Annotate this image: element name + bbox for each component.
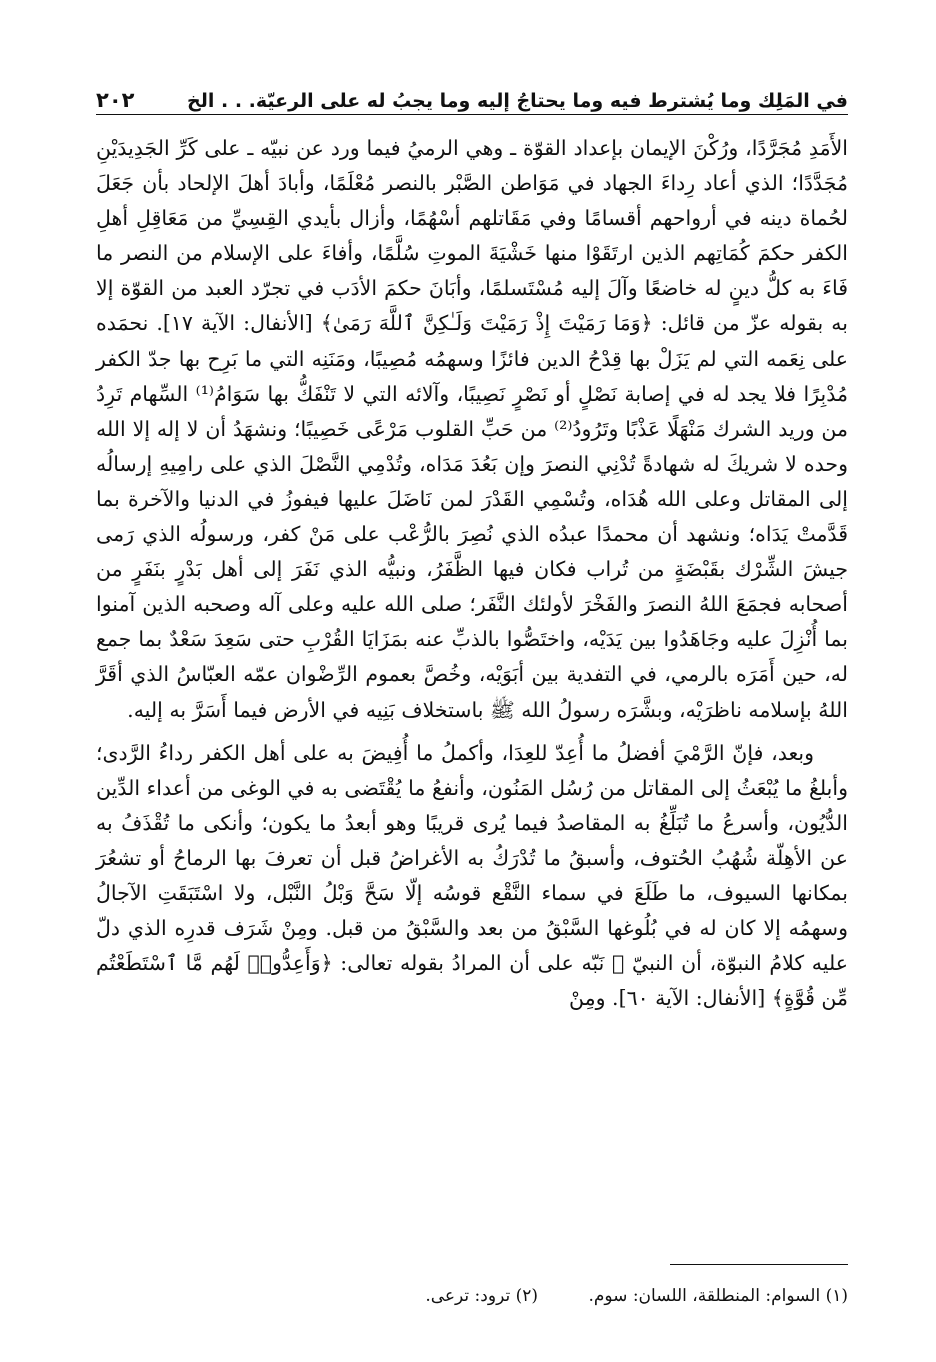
header-title: في المَلِك وما يُشترط فيه وما يحتاجُ إليه وما يجبُ له على الرعيّة. . . الخ bbox=[187, 90, 848, 112]
document-page bbox=[96, 78, 848, 1348]
footnote-1: (١) السوام: المنطلقة، اللسان: سوم. bbox=[588, 1286, 848, 1306]
paragraph-1: الأَمَدِ مُجَرَّدًا، ورُكْنَ الإيمان بإعداد القوّة ـ وهي الرميُ فيما ورد عن نبيّه ـ على كَرِّ الجَدِيدَيْنِ مُجَدَّدًا؛ الذي أعاد رِداءَ الجهاد في مَوَاطن الصَّبْر بالنصر مُعْلَمًا، وأبادَ أهلَ الإلحاد بأن جَعَلَ لحُماة دينه في أرواحهم أقسامًا وفي مَقَاتلهم أسْهُمًا، وأزال بأيدي القِسِيِّ من مَعَاقِلِ أهلِ الكفر حكمَ كُمَاتِهم الذين ارتَقَوْا منها خَشْيَةَ الموتِ سُلَّمًا، وأفاءَ على الإسلام من النصر ما فَاءَ به كلُّ دينٍ له خاضعًا وآلَ إليه مُسْتَسلمًا، وأبَانَ حكمَ الأدَب في تجرّد العبد من القوّة إلا به بقوله عزّ من قائل: ﴿وَمَا رَمَيْتَ إِذْ رَمَيْتَ وَلَـٰكِنَّ ٱللَّهَ رَمَىٰ﴾ [الأنفال: الآية ١٧]. نحمَده على نِعَمه التي لم يَزَلْ بها قِدْحُ الدين فائزًا وسهمُه مُصِيبًا، ومَنَنِه التي ما بَرِح بها جدّ الكفر مُدْبِرًا فلا يجد له في إصابة نَصْلٍ أو نَصْرٍ نَصِيبًا، وآلائه التي لا تَنْفَكُّ بها سَوَامُ⁽¹⁾ السِّهام تَرِدُ من وريد الشرك مَنْهَلًا عَذْبًا وتَرُودُ⁽²⁾ من حَبِّ القلوب مَرْعًى خَصِيبًا؛ ونشهَدُ أن لا إله إلا الله وحده لا شريكَ له شهادةً تُدْنِي النصرَ وإن بَعُدَ مَدَاه، وتُدْمِي النَّصْلَ الذي على رامِيهِ إرسالُه إلى المقاتل وعلى الله هُدَاه، وتُسْمِي القَدْرَ لمن نَاضَلَ عليها فيفوزُ في الدنيا والآخرة بما قَدَّمتْ يَدَاه؛ ونشهد أن محمدًا عبدُه الذي نُصِرَ بالرُّعْب على مَنْ كفر، ورسولُه الذي رَمى جيشَ الشِّرْك بقَبْضَةٍ من تُراب فكان فيها الظَّفَرُ، ونبيُّه الذي نَفَرَ إلى أهل بَدْرٍ بنَفَرٍ من أصحابه فجمَعَ اللهُ النصرَ والفَخْرَ لأولئك النَّفَر؛ صلى الله عليه وعلى آله وصحبه الذين آمنوا بما أُنْزِلَ عليه وجَاهَدُوا بين يَدَيْه، واختَصُّوا بالذبِّ عنه بمَزَايَا القُرْبِ حتى سَعِدَ سَعْدٌ بما جمع له، حين أَمَرَه بالرمي، في التفدية بين أبَوَيْه، وخُصَّ بعموم الرِّضْوان عمّه العبّاسُ الذي أقَرَّ اللهُ بإسلامه ناظرَيْه، وبشَّرَه رسولُ الله ﷺ باستخلاف بَنِيه في الأرض فيما أَسَرَّ به إليه. bbox=[96, 136, 848, 722]
running-header bbox=[96, 78, 848, 115]
paragraph-2: وبعد، فإنّ الرَّمْيَ أفضلُ ما أُعِدّ للعِدَا، وأكملُ ما أُفِيضَ به على أهل الكفر رداءُ الرَّدى؛ وأبلغُ ما يُبْعَثُ إلى المقاتل من رُسُل المَنُون، وأنفعُ ما يُقْتَضى به في الوغى من أعداء الدِّين الدُّيُون، وأسرعُ ما تُبَلِّغُ به المقاصدُ فيما يُرى قريبًا وهو أبعدُ ما يكون؛ وأنكى ما تُقْذَفُ به عن الأهِلّة شُهُبُ الحُتوف، وأسبقُ ما تُدْرَكُ به الأغراضُ قبل أن تعرفَ بها الرماحُ أو تشعُرَ بمكانها السيوف، ما طَلَعَ في سماء النَّقْع قوسُه إلّا سَحَّ وَبْلُ النَّبْل، ولا اسْتَبَقَتِ الآجالُ وسهمُه إلا كان له في بُلُوغها السَّبْقُ من بعد والسَّبْقُ من قبل. ومِنْ شَرَف قدرِه الذي دلّ عليه كلامُ النبوّة، أن النبيّ ﷺ نَبّه على أن المرادُ بقوله تعالى: ﴿وَأَعِدُّوا۟ لَهُم مَّا ٱسْتَطَعْتُم مِّن قُوَّةٍ﴾ [الأنفال: الآية ٦٠]. ومِنْ bbox=[96, 740, 848, 1011]
footnotes bbox=[96, 1286, 848, 1306]
footnote-2: (٢) ترود: ترعى. bbox=[425, 1286, 538, 1306]
body-text bbox=[96, 131, 848, 1016]
page-number: ٢٠٢ bbox=[96, 88, 135, 112]
footnote-separator bbox=[670, 1264, 848, 1265]
